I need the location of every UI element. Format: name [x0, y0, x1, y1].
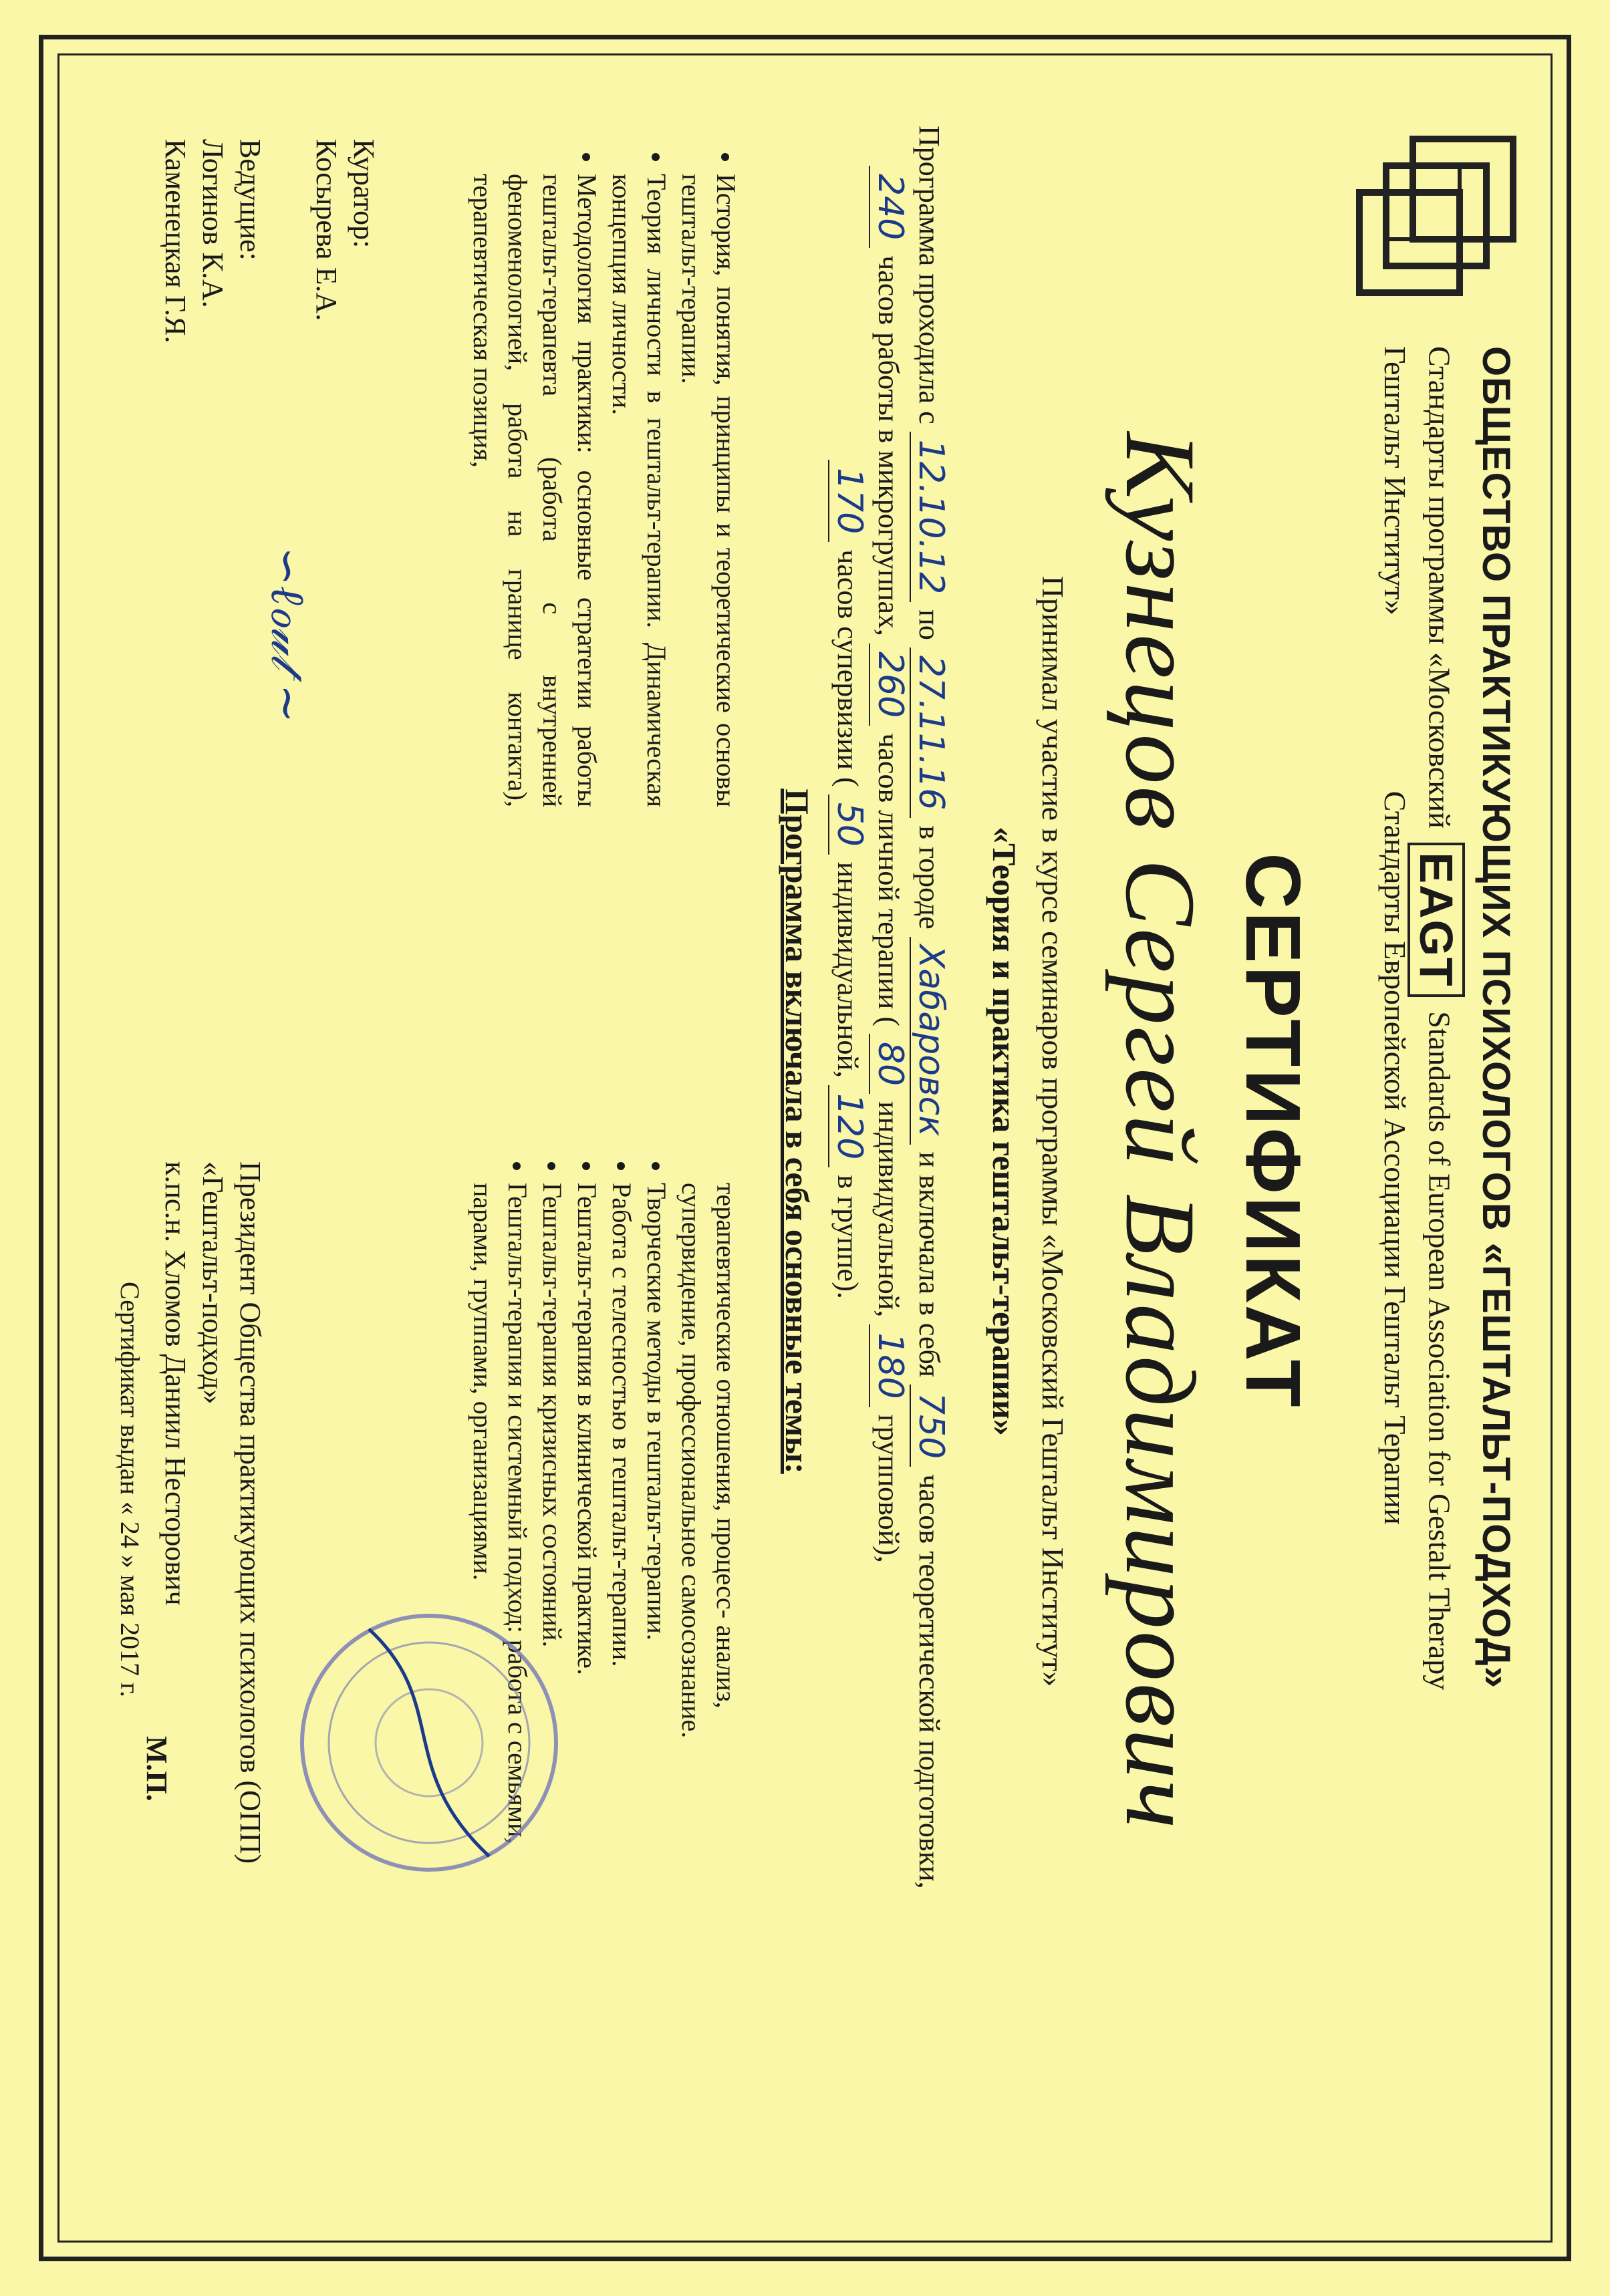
hours-text: и включала в себя: [913, 1151, 946, 1377]
mp-label: М.П.: [140, 1736, 173, 1802]
date-to: 27.11.16: [910, 648, 951, 819]
std-eagt-ru: Стандарты Европейской Ассоциации Гештальт Терапии: [1378, 791, 1412, 1525]
superv-hours: 170: [828, 460, 869, 542]
superv-ind-hours: 50: [828, 795, 869, 855]
leaders-block: [156, 139, 269, 343]
hours-text: часов работы в микрогруппах,: [872, 255, 905, 636]
topic-continuation: терапевтические отношения, процесс- анализ, супервидение, профессиональное самосознание.: [676, 1183, 741, 1739]
curator-name: Косырева Е.А.: [310, 139, 343, 321]
topic-item: • Теория личности в гештальт-терапии. Динамическая концепция личности.: [604, 174, 674, 807]
leader-2: Каменецкая Г.Я.: [159, 139, 192, 343]
topics-heading: Программа включала в себя основные темы:: [779, 788, 816, 1474]
issued-date: Сертификат выдан « 24 » мая 2017 г.: [115, 1282, 145, 1697]
std-ru-2: Гештальт Институт»: [1378, 346, 1412, 615]
hours-text: Программа проходила с: [913, 126, 946, 424]
ogp-logo-icon: [1326, 126, 1526, 326]
personal-hours: 260: [869, 643, 910, 726]
program-name: «Теория и практика гештальт-терапии»: [986, 827, 1023, 1436]
president-org: «Гештальт-подход»: [196, 1161, 229, 1405]
standards-line: [1407, 346, 1465, 1690]
leaders-signature: ∽ℓℴ𝓊𝓉 ~: [261, 547, 315, 724]
president-name: к.пс.н. Хломов Даниил Несторович: [159, 1161, 192, 1606]
org-title: ОБЩЕСТВО ПРАКТИКУЮЩИХ ПСИХОЛОГОВ «ГЕШТАЛЬТ-ПОДХОД»: [1474, 346, 1518, 1689]
std-ru-1: Стандарты программы «Московский: [1422, 346, 1457, 829]
certificate-title: СЕРТИФИКАТ: [1230, 853, 1317, 1410]
certificate-body: [115, 79, 1538, 2184]
std-en: Standards of European Association for Gestalt Therapy: [1422, 1011, 1457, 1691]
president-title: Президент Общества практикующих психологов (ОПП): [234, 1161, 267, 1864]
hours-text: групповой),: [872, 1414, 905, 1563]
hours-text: в группе).: [831, 1175, 864, 1299]
standards-line-2: [1377, 346, 1413, 1525]
city: Хабаровск: [910, 937, 951, 1145]
topic-item: • История, понятия, принципы и теоретические основы гештальт-терапии.: [674, 174, 743, 807]
topic-item: • Гештальт-терапия кризисных состояний.: [535, 1183, 569, 1870]
hours-text: индивидуальной,: [831, 861, 864, 1079]
hours-block: [828, 126, 950, 1889]
total-hours: 750: [910, 1385, 951, 1467]
topic-item: • Гештальт-терапия и системный подход: работа с семьями, парами, группами, организациями.: [465, 1183, 535, 1870]
round-stamp-icon: [289, 1602, 569, 1883]
personal-grp-hours: 180: [869, 1324, 910, 1407]
hours-text: часов теоретической подготовки,: [913, 1474, 946, 1889]
person-name: Кузнецов Сергей Владимирович: [1105, 432, 1216, 1831]
hours-text: индивидуальной,: [872, 1101, 905, 1318]
hours-text: часов супервизии (: [831, 549, 864, 787]
superv-grp-hours: 120: [828, 1085, 869, 1167]
curator-block: [307, 139, 382, 321]
topic-item: • Методология практики: основные стратегии работы гештальт-терапевта (работа с внутренней феноменологией, работа на границе контакта), терапевтическая позиция,: [465, 174, 604, 807]
hours-text: по: [913, 609, 946, 640]
topic-item: • Гештальт-терапия в клинической практике.: [569, 1183, 604, 1870]
hours-text: в городе: [913, 825, 946, 929]
micro-hours: 240: [869, 166, 910, 248]
topic-item: • Работа с телесностью в гештальт-терапии.: [604, 1183, 639, 1870]
topics-left: [465, 139, 743, 807]
topic-item: • Творческие методы в гештальт-терапии.: [639, 1183, 674, 1870]
participation-text: Принимал участие в курсе семинаров программы «Московский Гештальт Институт»: [1036, 575, 1070, 1687]
eagt-logo: EAGT: [1407, 843, 1465, 996]
personal-ind-hours: 80: [869, 1034, 910, 1094]
leader-1: Логинов К.А.: [196, 139, 229, 308]
hours-text: часов личной терапии (: [872, 733, 905, 1026]
curator-label: Куратор:: [348, 139, 380, 249]
date-from: 12.10.12: [910, 432, 951, 603]
leaders-label: Ведущие:: [234, 139, 267, 261]
